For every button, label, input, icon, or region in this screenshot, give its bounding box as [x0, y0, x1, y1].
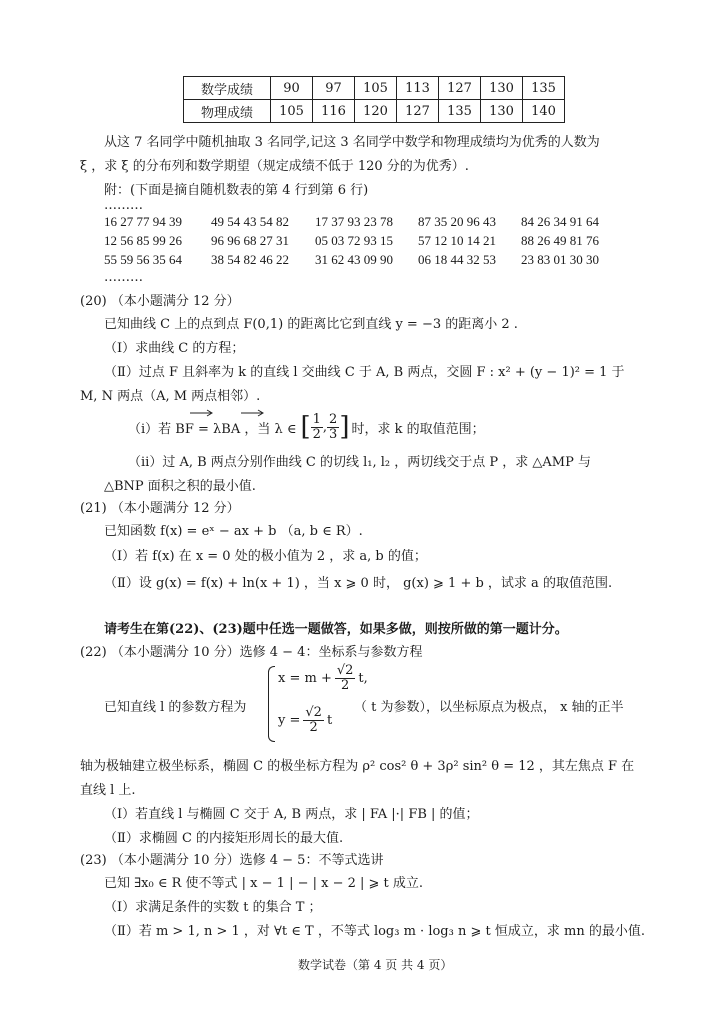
param-eq-x [278, 664, 368, 693]
random-group: 31 62 43 09 90 [315, 252, 393, 267]
random-group: 38 54 82 46 22 [211, 252, 289, 267]
q20-sub-i [128, 410, 485, 444]
fraction-sqrt2-over-2 [303, 706, 324, 735]
system-brace-icon [268, 666, 275, 742]
random-row [104, 252, 599, 268]
random-row [104, 214, 599, 230]
q19-dots-bottom: ……… [104, 270, 143, 285]
table-row-math [184, 77, 565, 100]
q20-heading: (20) （本小题满分 12 分） [80, 294, 240, 309]
random-group: 17 37 93 23 78 [315, 214, 393, 229]
q20-part2a: （Ⅱ）过点 F 且斜率为 k 的直线 l 交曲线 C 于 A, B 两点，交圆 F : x² + (y − 1)² = 1 于 [104, 365, 625, 380]
q19-dots-top: ……… [104, 198, 143, 213]
fraction-numerator: √2 [305, 705, 322, 720]
q21-part2: （Ⅱ）设 g(x) = f(x) + ln(x + 1) ，当 x ⩾ 0 时， g(x) ⩾ 1 + b ，试求 a 的取值范围. [104, 576, 613, 591]
q20-part1: （Ⅰ）求曲线 C 的方程； [104, 341, 245, 356]
math-label: 数学成绩 [184, 77, 271, 100]
q23-stem: 已知 ∃x₀ ∈ R 使不等式 | x − 1 | − | x − 2 | ⩾ t 成立. [104, 876, 424, 891]
q20-sub-ii: （ⅱ）过 A, B 两点分别作曲线 C 的切线 l₁, l₂ ，两切线交于点 P ，求 △AMP 与 [128, 455, 591, 470]
math-cell: 135 [523, 77, 565, 100]
q23-heading: (23) （本小题满分 10 分）选修 4 − 5：不等式选讲 [80, 853, 384, 868]
math-cell: 105 [355, 77, 397, 100]
vector-arrow-icon [189, 409, 215, 417]
random-group: 96 96 68 27 31 [211, 233, 289, 248]
random-group: 06 18 44 32 53 [418, 252, 496, 267]
eq-text: t [326, 713, 333, 728]
q22-heading: (22) （本小题满分 10 分）选修 4 − 4：坐标系与参数方程 [80, 645, 423, 660]
eq-text: x = m + [278, 671, 332, 686]
random-group: 57 12 10 14 21 [418, 233, 496, 248]
random-group: 23 83 01 30 30 [521, 252, 599, 267]
q20-part2b: M, N 两点（A, M 两点相邻）. [80, 389, 261, 404]
random-group: 16 27 77 94 39 [104, 214, 182, 229]
math-cell: 97 [313, 77, 355, 100]
math-cell: 90 [271, 77, 313, 100]
q23-part1: （Ⅰ）求满足条件的实数 t 的集合 T ； [104, 900, 322, 915]
fraction-denominator: 3 [329, 426, 338, 442]
fraction-two-thirds [327, 413, 339, 442]
q21-heading: (21) （本小题满分 12 分） [80, 501, 240, 516]
fraction-denominator: 2 [340, 678, 350, 693]
fraction-one-half [311, 413, 323, 442]
page-footer: 数学试卷（第 4 页 共 4 页） [298, 958, 453, 972]
q19-appendix: 附：(下面是摘自随机数表的第 4 行到第 6 行) [104, 183, 369, 198]
physics-cell: 105 [271, 100, 313, 123]
eq-text: t, [358, 671, 368, 686]
interval-bracket-left: [ [300, 412, 311, 442]
fraction-numerator: 2 [329, 411, 338, 427]
fraction-denominator: 2 [309, 720, 318, 735]
fraction-numerator: 1 [312, 411, 321, 427]
interval-bracket-right: ] [339, 412, 350, 442]
physics-cell: 130 [481, 100, 523, 123]
q22-line2: 轴为极轴建立极坐标系，椭圆 C 的极坐标方程为 ρ² cos² θ + 3ρ² sin² θ = 12 ，其左焦点 F 在 [80, 759, 635, 774]
table-row-physics [184, 100, 565, 123]
random-row [104, 233, 599, 249]
param-eq-y [278, 706, 332, 735]
random-group: 12 56 85 99 26 [104, 233, 182, 248]
q21-stem: 已知函数 f(x) = eˣ − ax + b （a, b ∈ R）. [104, 524, 363, 539]
math-cell: 130 [481, 77, 523, 100]
physics-cell: 127 [397, 100, 439, 123]
interval-comma: , [322, 419, 328, 435]
fraction-numerator: √2 [336, 663, 354, 678]
q21-part1: （Ⅰ）若 f(x) 在 x = 0 处的极小值为 2 ，求 a, b 的值； [104, 549, 427, 564]
physics-cell: 116 [313, 100, 355, 123]
random-group: 55 59 56 35 64 [104, 252, 182, 267]
q22-part2: （Ⅱ）求椭圆 C 的内接矩形周长的最大值. [104, 831, 344, 846]
score-table [183, 76, 565, 123]
q22-part1: （Ⅰ）若直线 l 与椭圆 C 交于 A, B 两点，求 | FA |·| FB | 的值； [104, 807, 479, 822]
physics-cell: 135 [439, 100, 481, 123]
q22-param-intro: 已知直线 l 的参数方程为 [104, 700, 247, 715]
random-group: 84 26 34 91 64 [521, 214, 599, 229]
random-group: 05 03 72 93 15 [315, 233, 393, 248]
q23-part2: （Ⅱ）若 m > 1, n > 1 ，对 ∀t ∈ T ，不等式 log₃ m · log₃ n ⩾ t 恒成立，求 mn 的最小值. [104, 924, 645, 939]
q19-line2: ξ ，求 ξ 的分布列和数学期望（规定成绩不低于 120 分的为优秀）. [80, 159, 469, 174]
random-group: 87 35 20 96 43 [418, 214, 496, 229]
math-cell: 113 [397, 77, 439, 100]
sub-i-text: （ⅰ）若 BF = λBA ，当 λ ∈ [128, 421, 297, 437]
q20-sub-ii-cont: △BNP 面积之积的最小值. [104, 479, 256, 494]
vector-arrow-icon [240, 409, 266, 417]
q22-param-tail: （ t 为参数），以坐标原点为极点， x 轴的正半 [354, 700, 624, 715]
fraction-sqrt2-over-2 [335, 664, 356, 693]
q20-stem: 已知曲线 C 上的点到点 F(0,1) 的距离比它到直线 y = −3 的距离小 2 . [104, 317, 518, 332]
eq-text: y = [278, 713, 301, 728]
random-group: 88 26 49 81 76 [521, 233, 599, 248]
physics-cell: 120 [355, 100, 397, 123]
random-group: 49 54 43 54 82 [211, 214, 289, 229]
fraction-denominator: 2 [312, 426, 321, 442]
math-cell: 127 [439, 77, 481, 100]
physics-label: 物理成绩 [184, 100, 271, 123]
q22-line3: 直线 l 上. [80, 783, 136, 798]
physics-cell: 140 [523, 100, 565, 123]
sub-i-tail: 时，求 k 的取值范围； [351, 421, 485, 437]
q19-line1: 从这 7 名同学中随机抽取 3 名同学,记这 3 名同学中数学和物理成绩均为优秀的人数为 [104, 135, 600, 150]
choice-notice: 请考生在第(22)、(23)题中任选一题做答，如果多做，则按所做的第一题计分。 [104, 622, 568, 637]
